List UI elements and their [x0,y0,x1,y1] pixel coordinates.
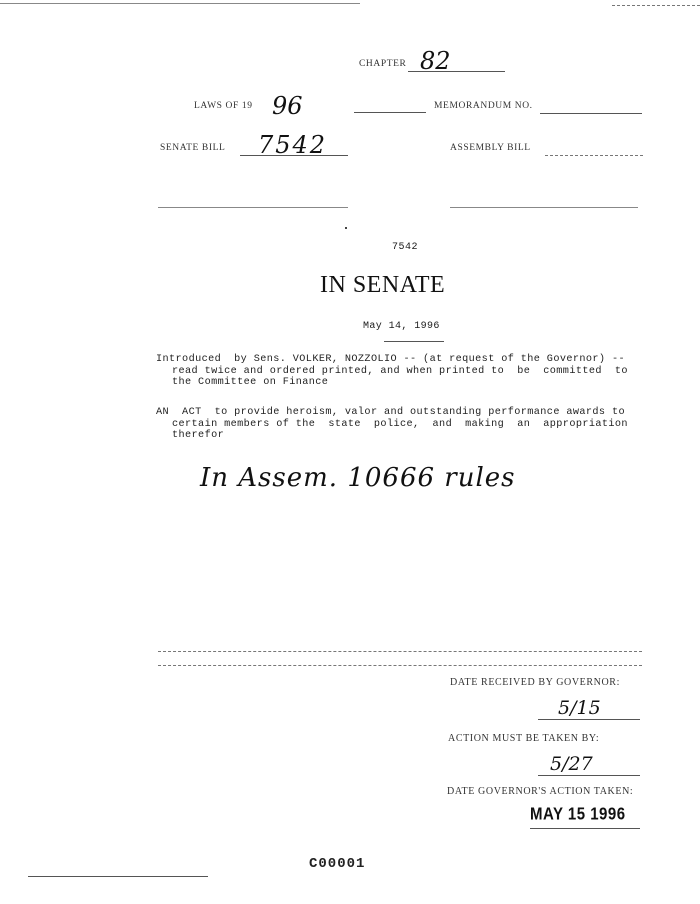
footer-rule [28,876,208,877]
blank-line-left [158,207,348,208]
action-by-value: 5/27 [550,753,593,775]
memorandum-underline [540,113,642,114]
blank-line-right [450,207,638,208]
date-received-underline [538,719,640,720]
laws-underline [354,112,426,113]
handwritten-assembly-note: In Assem. 10666 rules [200,463,516,493]
assembly-bill-underline [545,155,643,156]
laws-year: 96 [272,92,303,120]
date-underline [384,341,444,342]
chapter-number: 82 [420,47,451,75]
action-taken-label: DATE GOVERNOR'S ACTION TAKEN: [447,786,634,797]
chapter-label: CHAPTER [359,59,407,69]
introduced-line-1: Introduced by Sens. VOLKER, NOZZOLIO -- (at request of the Governor) -- [156,354,625,365]
bill-title: IN SENATE [320,272,446,298]
action-taken-stamp: MAY 15 1996 [530,804,626,825]
senate-bill-number: 7542 [258,131,328,159]
memorandum-label: MEMORANDUM NO. [434,101,533,111]
act-line-1: AN ACT to provide heroism, valor and outstanding performance awards to [156,407,625,418]
senate-bill-label: SENATE BILL [160,143,226,153]
assembly-bill-label: ASSEMBLY BILL [450,143,531,153]
scan-edge-top-left [0,3,360,4]
laws-of-label: LAWS OF 19 [194,101,253,111]
date-received-value: 5/15 [558,697,601,719]
divider-line-1 [158,651,642,652]
senate-bill-underline [240,155,348,156]
action-by-underline [538,775,640,776]
divider-line-2 [158,665,642,666]
scan-speck [345,227,347,229]
date-received-label: DATE RECEIVED BY GOVERNOR: [450,677,620,688]
introduced-line-3: the Committee on Finance [172,377,329,388]
bill-date: May 14, 1996 [363,321,440,332]
act-line-3: therefor [172,430,225,441]
action-taken-underline [530,828,640,829]
action-by-label: ACTION MUST BE TAKEN BY: [448,733,600,744]
bill-number: 7542 [392,242,419,253]
page-code: C00001 [309,856,366,872]
act-line-2: certain members of the state police, and making an appropriation [172,419,628,430]
scan-edge-top-right [612,5,700,6]
introduced-line-2: read twice and ordered printed, and when printed to be committed to [172,366,628,377]
